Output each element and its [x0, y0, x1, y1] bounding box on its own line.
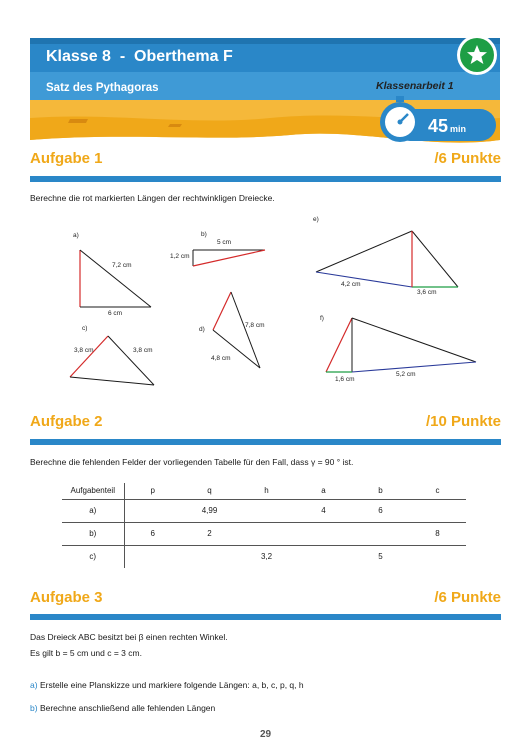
fig-a-base: 6 cm: [108, 310, 123, 317]
table-row: [62, 522, 466, 545]
table-cell: c): [62, 545, 124, 568]
table-row: [62, 499, 466, 522]
fig-c-left: 3,8 cm: [74, 347, 94, 354]
table-cell: 8: [409, 522, 466, 545]
table-row: [62, 545, 466, 568]
topic-subtitle: Satz des Pythagoras: [46, 82, 159, 94]
table-cell: a): [62, 499, 124, 522]
table-header-cell: h: [264, 486, 269, 496]
table-cell: [181, 545, 238, 568]
table-cell: b): [62, 522, 124, 545]
table-header-cell: p: [150, 486, 155, 496]
values-table: [62, 483, 466, 568]
triangle-f: [326, 318, 476, 372]
task-2-instruction: Berechne die fehlenden Felder der vorliegenden Tabelle für den Fall, dass γ = 90 ° ist.: [30, 457, 354, 467]
task-2-points: /10 Punkte: [425, 413, 501, 430]
table-cell: 6: [352, 499, 409, 522]
table-header-cell: b: [378, 486, 383, 496]
task-3-divider: [30, 614, 501, 620]
fig-f-left: 1,6 cm: [335, 376, 355, 383]
fig-a-hyp: 7,2 cm: [112, 262, 132, 269]
table-cell: [238, 499, 295, 522]
task-1-instruction: Berechne die rot markierten Längen der rechtwinkligen Dreiecke.: [30, 193, 275, 203]
task-3-title: Aufgabe 3: [30, 589, 103, 606]
task-1-points: /6 Punkte: [434, 150, 501, 167]
task-3-line-2: Es gilt b = 5 cm und c = 3 cm.: [30, 648, 142, 658]
fig-e-left: 4,2 cm: [341, 281, 361, 288]
table-header-cell: q: [207, 486, 212, 496]
table-header-cell: a: [321, 486, 326, 496]
fig-a-label: a): [73, 232, 79, 239]
table-cell: 3,2: [238, 545, 295, 568]
exam-label: Klassenarbeit 1: [376, 80, 454, 92]
class-title: Klasse 8 - Oberthema F: [46, 48, 233, 65]
fig-e-label: e): [313, 216, 319, 223]
fig-b-side: 1,2 cm: [170, 253, 190, 260]
time-limit: 45 min: [428, 116, 467, 136]
fig-e-right: 3,6 cm: [417, 289, 437, 296]
task-3-part-a: a) Erstelle eine Planskizze und markiere folgende Längen: a, b, c, p, q, h: [30, 680, 304, 690]
task-3-points: /6 Punkte: [434, 589, 501, 606]
table-cell: [295, 522, 352, 545]
task-1-title: Aufgabe 1: [30, 150, 103, 167]
fig-d-label: d): [199, 326, 205, 333]
triangle-c: [70, 336, 154, 385]
table-cell: [295, 545, 352, 568]
table-cell: [124, 545, 181, 568]
fig-c-label: c): [82, 325, 88, 332]
triangle-e: [316, 231, 458, 287]
triangle-a: [80, 250, 151, 307]
table-header-cell: c: [435, 486, 440, 496]
table-header-cell: Aufgabenteil: [62, 483, 124, 499]
table-header-row: [62, 483, 466, 499]
fig-c-right: 3,8 cm: [133, 347, 153, 354]
table-cell: 4,99: [181, 499, 238, 522]
table-cell: [238, 522, 295, 545]
table-cell: 2: [181, 522, 238, 545]
table-cell: 6: [124, 522, 181, 545]
fig-f-label: f): [320, 315, 324, 322]
table-cell: 5: [352, 545, 409, 568]
triangle-b: [193, 250, 265, 266]
fig-b-top: 5 cm: [217, 239, 232, 246]
table-cell: [409, 545, 466, 568]
task-3-line-1: Das Dreieck ABC besitzt bei β einen rechten Winkel.: [30, 632, 228, 642]
task-2-divider: [30, 439, 501, 445]
task-3-part-b: b) Berechne anschließend alle fehlenden Längen: [30, 703, 216, 713]
table-cell: [124, 499, 181, 522]
fig-d-right: 7,8 cm: [245, 322, 265, 329]
table-cell: [352, 522, 409, 545]
fig-d-bottom: 4,8 cm: [211, 355, 231, 362]
page-number: 29: [259, 729, 272, 740]
table-cell: [409, 499, 466, 522]
fig-f-right: 5,2 cm: [396, 371, 416, 378]
fig-b-label: b): [201, 231, 207, 238]
task-2-title: Aufgabe 2: [30, 413, 103, 430]
table-cell: 4: [295, 499, 352, 522]
